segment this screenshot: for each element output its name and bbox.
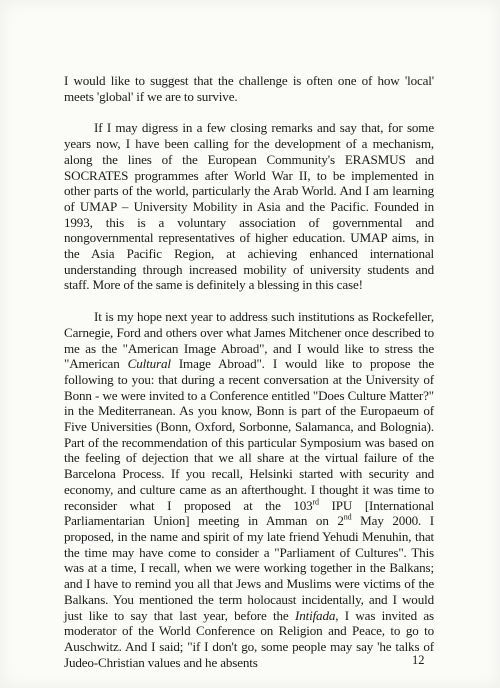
paragraph-gap [64, 293, 434, 309]
ordinal-suffix: rd [312, 497, 319, 507]
paragraph-3 [64, 309, 434, 670]
paragraph-gap [64, 104, 434, 120]
page-number: 12 [412, 653, 425, 667]
ordinal-suffix: nd [343, 512, 352, 522]
paragraph-1: I would like to suggest that the challenge is often one of how 'local' meets 'global' if we are to survive. [64, 73, 434, 104]
paragraph-3-text: IPU [International Parliamentarian Union] meeting in Amman on 2 [64, 497, 434, 529]
document-body [64, 73, 434, 670]
paragraph-3-text: May 2000. I proposed, in the name and spirit of my late friend Yehudi Menuhin, that the time may have come to consider a "Parliament of Cultures". This was at a time, I recall, when we were working together in the Balkans; and I have to remind you all that Jews and Muslims were victims of the Balkans. You mentioned the term holocaust incidentally, and I would just like to say that last year, before the [64, 513, 434, 623]
paragraph-3-text: Image Abroad". I would like to propose the following to you: that during a recent conversation at the University of Bonn - we were invited to a Conference entitled "Does Culture Matter?" in the Mediterranean. As you know, Bonn is part of the Europaeum of Five Universities (Bonn, Oxford, Sorbonne, Salamanca, and Bolognia). Part of the recommendation of this particular Symposium was based on the feeling of dejection that we all share at the virtual failure of the Barcelona Process. If you recall, Helsinki started with security and economy, and culture came as an afterthought. I thought it was time to reconsider what I proposed at the 103 [64, 356, 434, 513]
italic-intifada: Intifada [294, 607, 336, 623]
paragraph-3-text: It is my hope next year to address such institutions as Rockefeller, Carnegie, Ford and others over what James Mitchener once described to me as the "American Image Abroad", and I would like to stress the "American [64, 309, 434, 372]
paragraph-3-text: , I was invited as moderator of the World Conference on Religion and Peace, to go to Auschwitz. And I said; "if I don't go, some people may say 'he talks of Judeo-Christian values and he absents [64, 607, 434, 670]
italic-cultural: Cultural [127, 356, 171, 372]
paragraph-2: If I may digress in a few closing remarks and say that, for some years now, I have been calling for the development of a mechanism, along the lines of the European Community's ERASMUS and SOCRATES programmes after World War II, to be implemented in other parts of the world, particularly the Arab World. And I am learning of UMAP – University Mobility in Asia and the Pacific. Founded in 1993, this is a voluntary association of governmental and nongovernmental representatives of higher education. UMAP aims, in the Asia Pacific Region, at achieving enhanced international understanding through increased mobility of university students and staff. More of the same is definitely a blessing in this case! [64, 120, 434, 293]
